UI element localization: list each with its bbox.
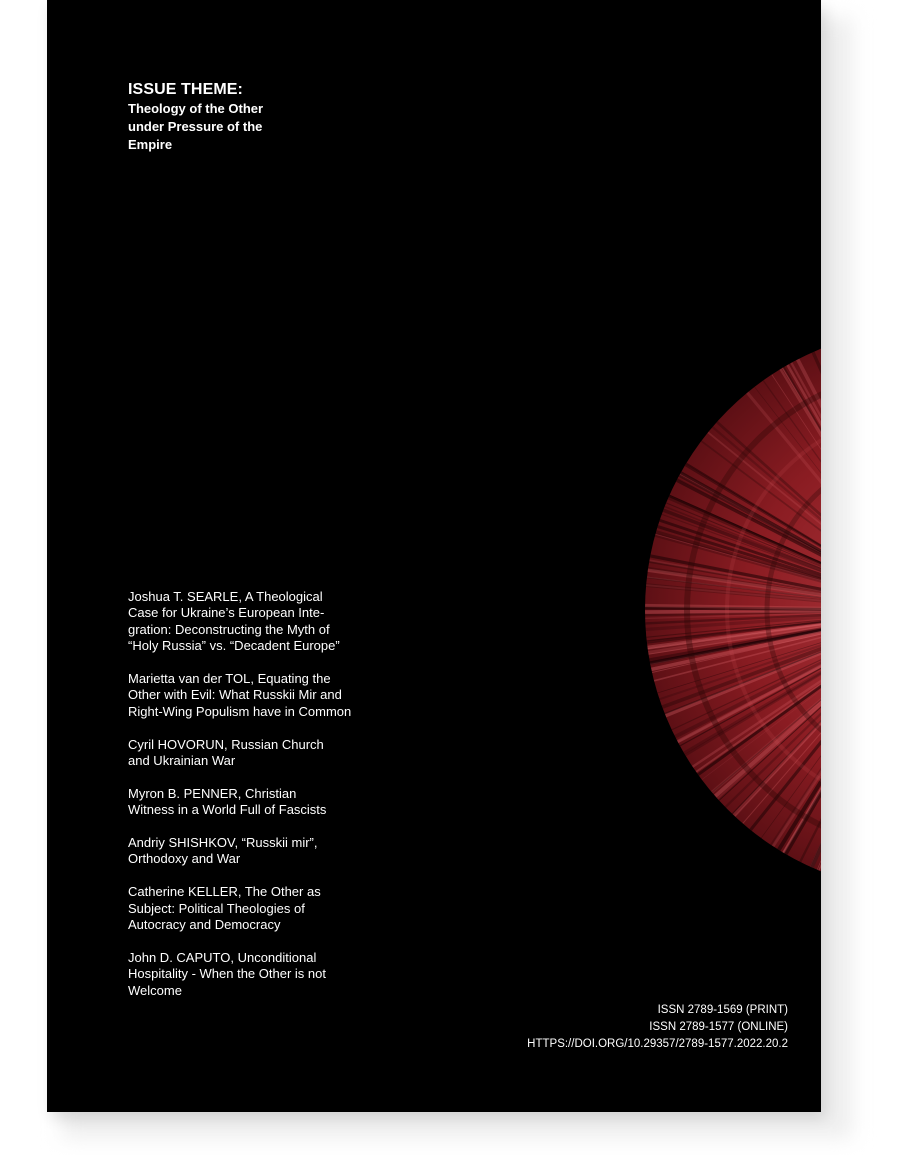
issue-theme-heading: ISSUE THEME: [128, 81, 243, 98]
contents-entry: Cyril HOVORUN, Russian Church and Ukrainian War [128, 736, 324, 769]
journal-back-cover [47, 0, 821, 1112]
contents-entry: Andriy SHISHKOV, “Russkii mir”, Orthodoxy and War [128, 835, 318, 867]
contents-entry: John D. CAPUTO, Unconditional Hospitality - When the Other is not Welcome [128, 949, 326, 998]
contents-entry: Catherine KELLER, The Other as Subject: Political Theologies of Autocracy and Democracy [128, 884, 321, 933]
contents-entry: Marietta van der TOL, Equating the Other with Evil: What Russkii Mir and Right-Wing Populism have in Common [128, 671, 352, 719]
issue-theme [128, 80, 348, 154]
table-of-contents [128, 589, 353, 999]
issn-online: ISSN 2789-1577 (ONLINE) [649, 1021, 788, 1033]
publication-identifiers [527, 1002, 788, 1053]
contents-entry: Myron B. PENNER, Christian Witness in a World Full of Fascists [128, 785, 327, 818]
contents-entry: Joshua T. SEARLE, A Theological Case for Ukraine’s European Inte-gration: Deconstructing the Myth of “Holy Russia” vs. “Decadent Europe” [128, 589, 340, 654]
doi-link: HTTPS://DOI.ORG/10.29357/2789-1577.2022.20.2 [527, 1038, 788, 1050]
issue-theme-title: Theology of the Other under Pressure of the Empire [128, 101, 264, 152]
issn-print: ISSN 2789-1569 (PRINT) [657, 1004, 788, 1016]
